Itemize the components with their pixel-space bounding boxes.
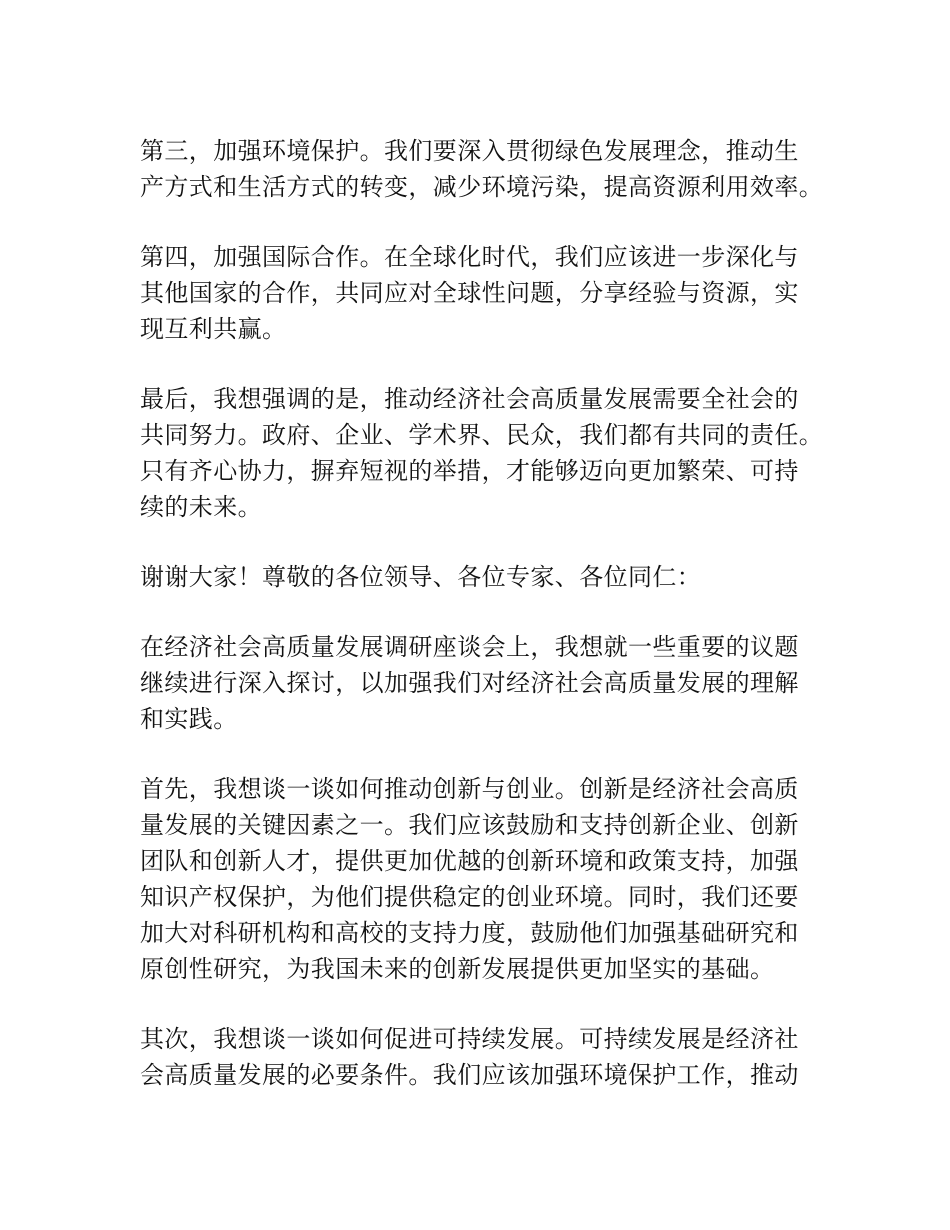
text-line: 第四，加强国际合作。在全球化时代，我们应该进一步深化与: [140, 243, 799, 271]
paragraph-introduction: [140, 629, 812, 737]
paragraph-environment: [140, 133, 824, 205]
text-line: 首先，我想谈一谈如何推动创新与创业。创新是经济社会高质: [140, 775, 799, 803]
text-line: 产方式和生活方式的转变，减少环境污染，提高资源利用效率。: [140, 173, 824, 201]
paragraph-international-cooperation: [140, 239, 812, 347]
paragraph-innovation: [140, 771, 812, 987]
text-line: 团队和创新人才，提供更加优越的创新环境和政策支持，加强: [140, 847, 799, 875]
text-line: 最后，我想强调的是，推动经济社会高质量发展需要全社会的: [140, 385, 799, 413]
text-line: 加大对科研机构和高校的支持力度，鼓励他们加强基础研究和: [140, 919, 799, 947]
paragraph-conclusion: [140, 381, 824, 525]
text-line: 原创性研究，为我国未来的创新发展提供更加坚实的基础。: [140, 955, 775, 983]
text-line: 继续进行深入探讨，以加强我们对经济社会高质量发展的理解: [140, 669, 799, 697]
text-line: 会高质量发展的必要条件。我们应该加强环境保护工作，推动: [140, 1061, 799, 1089]
text-line: 其他国家的合作，共同应对全球性问题，分享经验与资源，实: [140, 279, 799, 307]
text-line: 量发展的关键因素之一。我们应该鼓励和支持创新企业、创新: [140, 811, 799, 839]
text-line: 共同努力。政府、企业、学术界、民众，我们都有共同的责任。: [140, 421, 824, 449]
text-line: 其次，我想谈一谈如何促进可持续发展。可持续发展是经济社: [140, 1025, 799, 1053]
document-page: [140, 133, 824, 1127]
text-line: 和实践。: [140, 705, 238, 733]
text-line: 第三，加强环境保护。我们要深入贯彻绿色发展理念，推动生: [140, 137, 799, 165]
paragraph-sustainability: [140, 1021, 812, 1093]
paragraph-greeting: [140, 559, 812, 595]
text-line: 续的未来。: [140, 493, 262, 521]
text-line: 在经济社会高质量发展调研座谈会上，我想就一些重要的议题: [140, 633, 799, 661]
text-line: 谢谢大家！尊敬的各位领导、各位专家、各位同仁：: [140, 563, 702, 591]
text-line: 知识产权保护，为他们提供稳定的创业环境。同时，我们还要: [140, 883, 799, 911]
text-line: 只有齐心协力，摒弃短视的举措，才能够迈向更加繁荣、可持: [140, 457, 799, 485]
text-line: 现互利共赢。: [140, 315, 287, 343]
